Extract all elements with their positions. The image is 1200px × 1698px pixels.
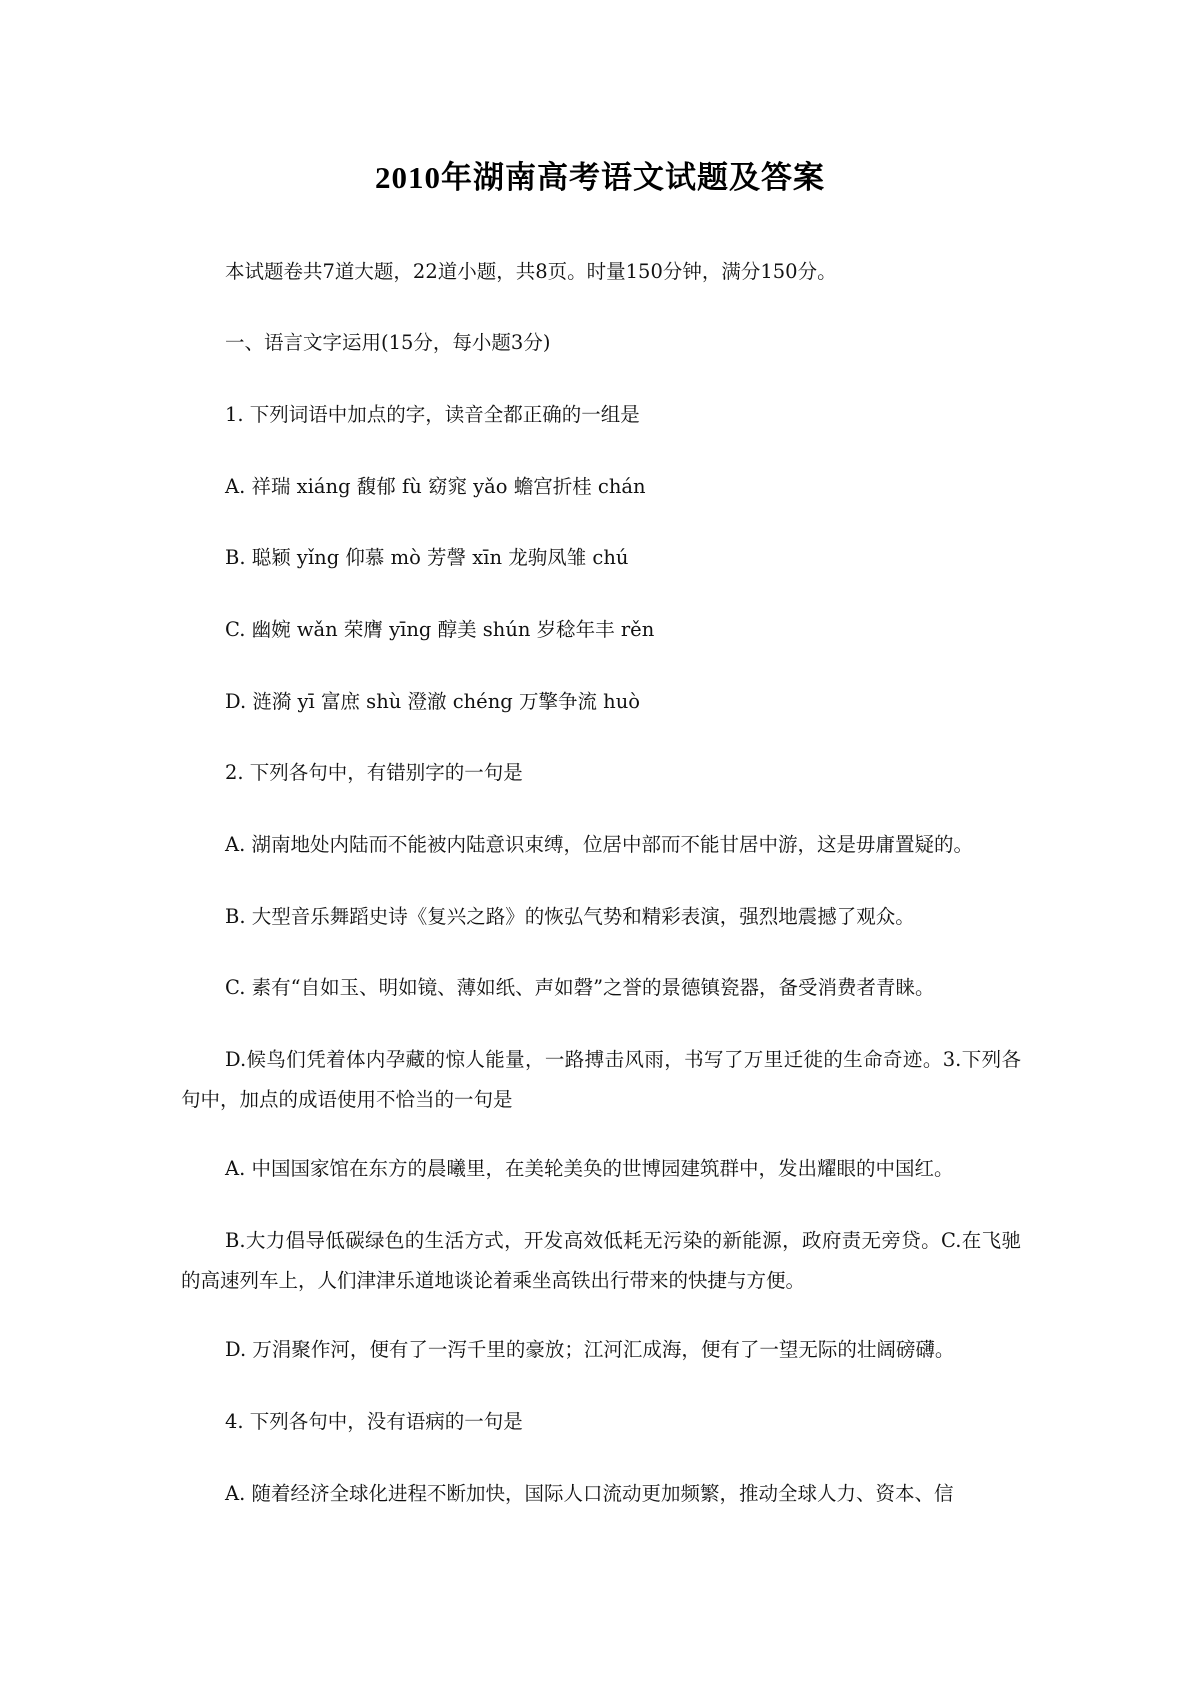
question-1-option-d: D. 涟漪 yī 富庶 shù 澄澈 chéng 万擎争流 huò (225, 690, 641, 713)
question-1-option-c: C. 幽婉 wǎn 荣膺 yīng 醇美 shún 岁稔年丰 rěn (225, 618, 655, 641)
question-2: 2. 下列各句中，有错别字的一句是 (225, 761, 523, 784)
question-1-option-b: B. 聪颖 yǐng 仰慕 mò 芳謦 xīn 龙驹凤雏 chú (225, 546, 629, 569)
question-2-option-c: C. 素有“自如玉、明如镜、薄如纸、声如磬”之誉的景德镇瓷器，备受消费者青睐。 (225, 976, 935, 999)
question-2-option-d-and-question-3: D.候鸟们凭着体内孕藏的惊人能量，一路搏击风雨，书写了万里迁徙的生命奇迹。3.下列各句中，加点的成语使用不恰当的一句是 (181, 1048, 1021, 1111)
question-3-option-d: D. 万涓聚作河，便有了一泻千里的豪放；江河汇成海，便有了一望无际的壮阔磅礴。 (225, 1338, 955, 1361)
intro-paragraph: 本试题卷共7道大题，22道小题，共8页。时量150分钟，满分150分。 (225, 260, 837, 283)
question-1-option-a: A. 祥瑞 xiáng 馥郁 fù 窈窕 yǎo 蟾宫折桂 chán (225, 475, 646, 498)
document-title: 2010年湖南高考语文试题及答案 (375, 160, 825, 195)
question-3-option-a: A. 中国国家馆在东方的晨曦里，在美轮美奂的世博园建筑群中，发出耀眼的中国红。 (225, 1157, 954, 1180)
question-2-option-a: A. 湖南地处内陆而不能被内陆意识束缚，位居中部而不能甘居中游，这是毋庸置疑的。 (225, 833, 973, 856)
question-4-option-a: A. 随着经济全球化进程不断加快，国际人口流动更加频繁，推动全球人力、资本、信 (225, 1482, 954, 1505)
section-heading: 一、语言文字运用(15分，每小题3分) (225, 331, 551, 354)
question-1: 1. 下列词语中加点的字，读音全都正确的一组是 (225, 403, 640, 426)
question-3-option-b-c: B.大力倡导低碳绿色的生活方式，开发高效低耗无污染的新能源，政府责无旁贷。C.在飞驰的高速列车上，人们津津乐道地谈论着乘坐高铁出行带来的快捷与方便。 (181, 1229, 1021, 1292)
question-2-option-b: B. 大型音乐舞蹈史诗《复兴之路》的恢弘气势和精彩表演，强烈地震撼了观众。 (225, 905, 915, 928)
question-4: 4. 下列各句中，没有语病的一句是 (225, 1410, 523, 1433)
